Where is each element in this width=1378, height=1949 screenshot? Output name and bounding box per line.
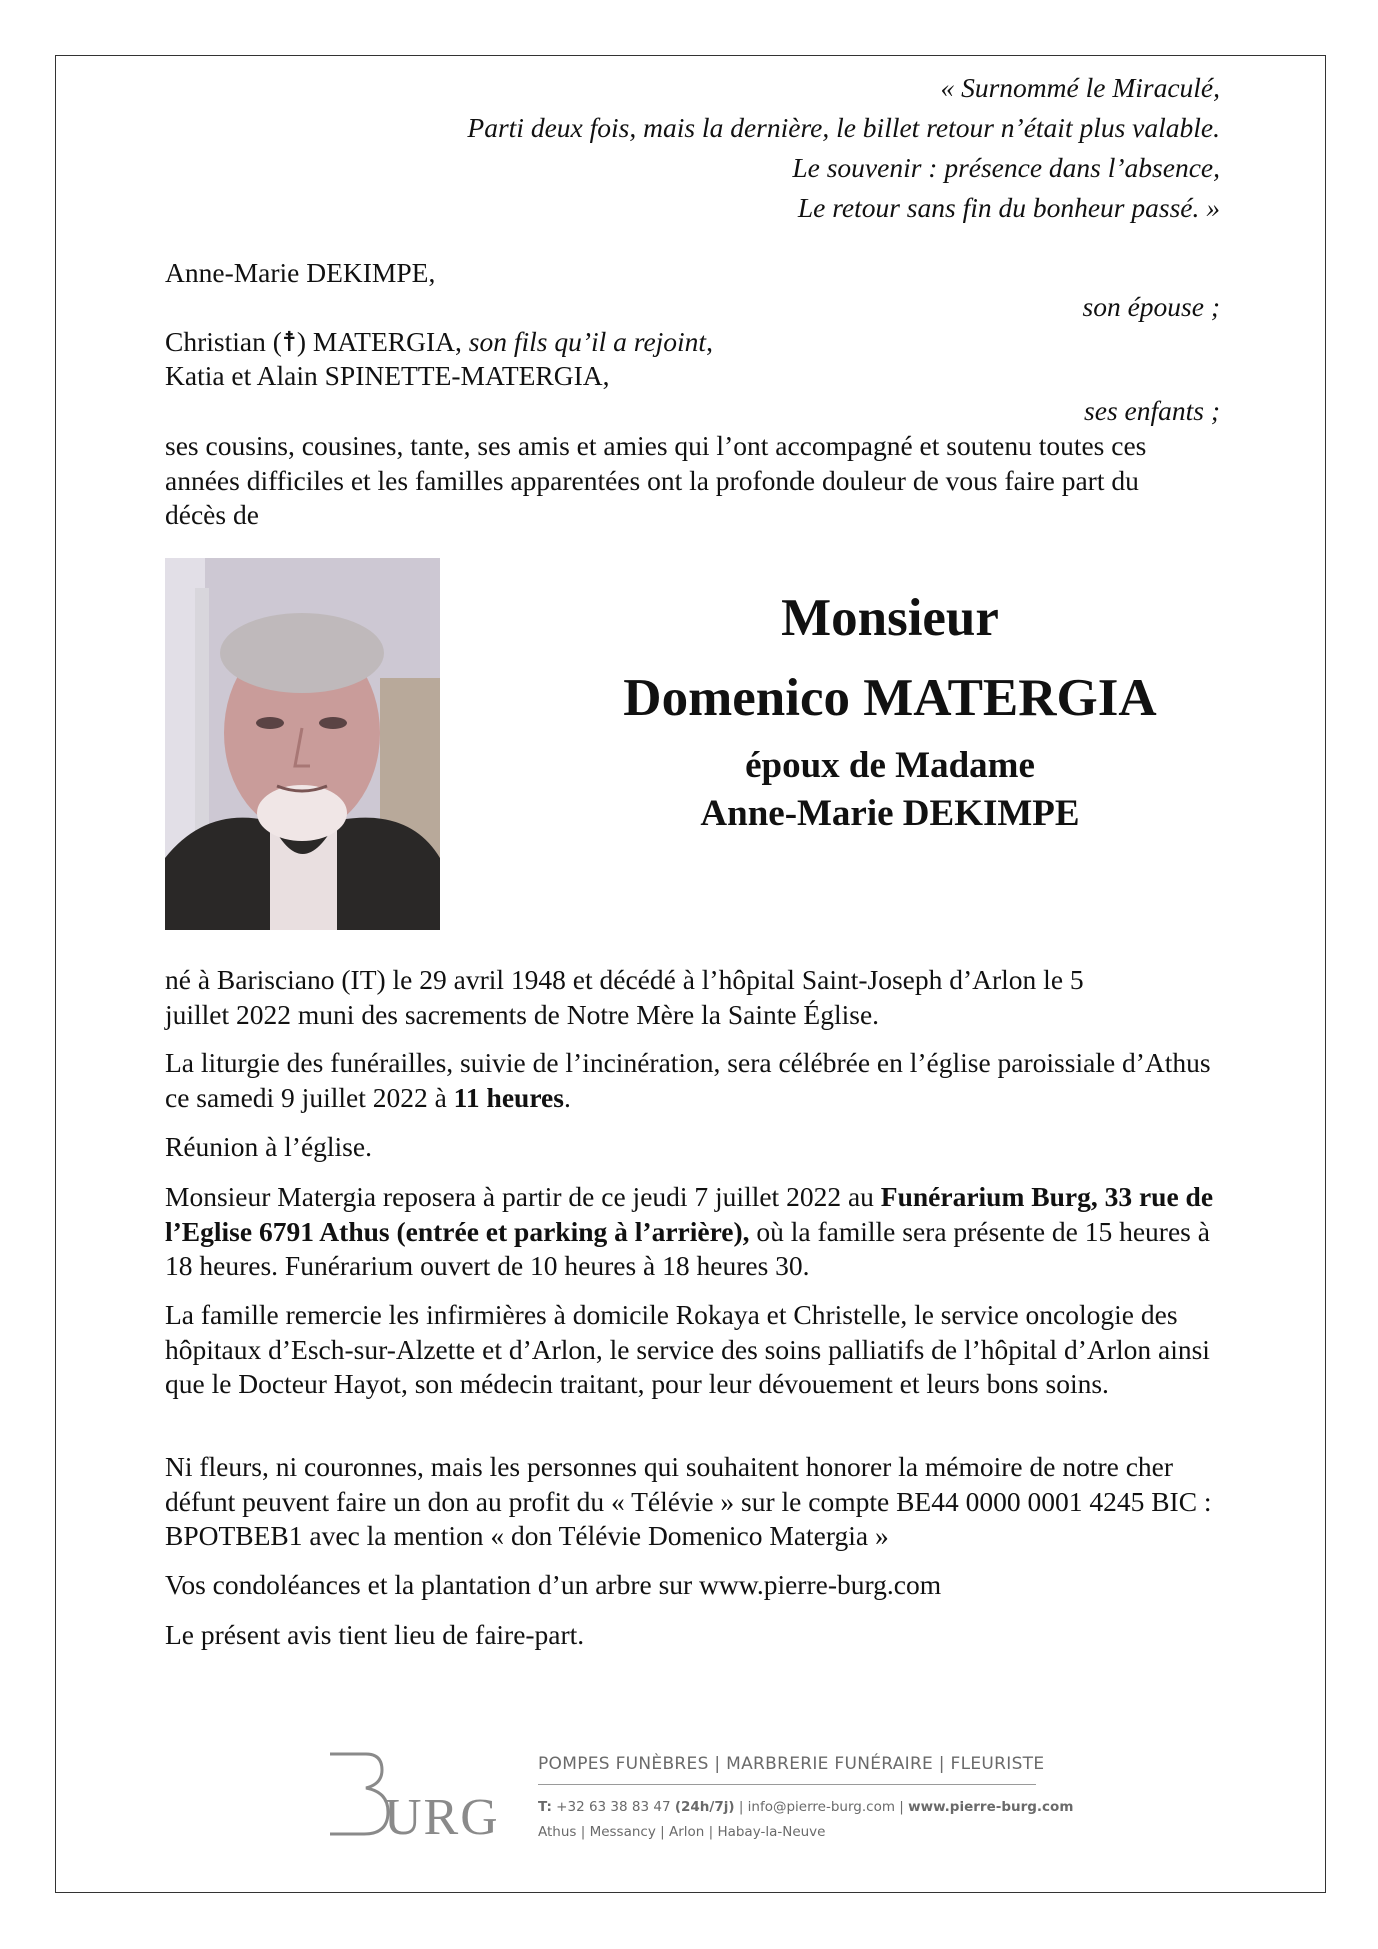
liturgy-post: .	[563, 1081, 571, 1113]
son-line	[165, 325, 713, 359]
footer-contact	[538, 1799, 1073, 1815]
donation-text: Ni fleurs, ni couronnes, mais les personnes qui souhaitent honorer la mémoire de notre cher défunt peuvent faire un don au profit du « Télévie » sur le compte BE44 0000 0001 4245 BIC : BPOTBEB1 avec la mention « don Télévie Domenico Matergia »	[165, 1451, 1212, 1551]
children-names: Katia et Alain SPINETTE-MATERGIA,	[165, 360, 610, 391]
thanks-text: La famille remercie les infirmières à domicile Rokaya et Christelle, le service oncologie des hôpitaux d’Esch-sur-Alzette et d’Arlon, le service des soins palliatifs de l’hôpital d’Arlon ainsi que le Docteur Hayot, son médecin traitant, pour leur dévouement et leurs bons soins.	[165, 1299, 1210, 1399]
spouse-line-1: époux de Madame	[745, 745, 1035, 786]
wife-name: Anne-Marie DEKIMPE,	[165, 257, 436, 288]
deceased-photo	[165, 558, 440, 930]
birth-death-text: né à Barisciano (IT) le 29 avril 1948 et décédé à l’hôpital Saint-Joseph d’Arlon le 5 juillet 2022 muni des sacrements de Notre Mère la Sainte Église.	[165, 964, 1084, 1030]
contact-email: | info@pierre-burg.com |	[734, 1799, 909, 1815]
footer-locations: Athus | Messancy | Arlon | Habay-la-Neuve	[538, 1824, 826, 1840]
burg-logo	[326, 1748, 496, 1840]
funerarium-address: Funérarium Burg, 33 rue de l’Eglise 6791 Athus (entrée et parking à l’arrière),	[165, 1181, 1214, 1247]
svg-text:URG: URG	[384, 1789, 496, 1840]
contact-phone: +32 63 38 83 47	[551, 1799, 675, 1815]
rest-text	[165, 1180, 1223, 1284]
children-relation: ses enfants ;	[1084, 395, 1220, 426]
footer-divider	[538, 1784, 1036, 1785]
contact-website: www.pierre-burg.com	[908, 1799, 1074, 1815]
quote-line: Le retour sans fin du bonheur passé. »	[797, 192, 1220, 223]
spouse-line-2: Anne-Marie DEKIMPE	[700, 793, 1080, 834]
quote-line: Parti deux fois, mais la dernière, le billet retour n’était plus valable.	[467, 112, 1220, 143]
quote-line: Le souvenir : présence dans l’absence,	[792, 152, 1220, 183]
liturgy-time: 11 heures	[453, 1081, 564, 1113]
son-last-name: ) MATERGIA,	[296, 326, 469, 357]
liturgy-text	[165, 1046, 1223, 1115]
contact-hours: (24h/7j)	[674, 1799, 735, 1815]
son-note: son fils qu’il a rejoint	[468, 326, 707, 357]
rest-post: où la famille sera présente de 15 heures à 18 heures. Funérarium ouvert de 10 heures à 18 heures 30.	[165, 1215, 1210, 1281]
deceased-name: Domenico MATERGIA	[623, 669, 1157, 727]
son-comma: ,	[706, 326, 713, 357]
wife-relation: son épouse ;	[1082, 291, 1220, 322]
quote-line: « Surnommé le Miraculé,	[940, 72, 1220, 103]
son-first-name: Christian (	[165, 326, 282, 357]
notice-text: Le présent avis tient lieu de faire-part.	[165, 1619, 585, 1650]
announcement-text: ses cousins, cousines, tante, ses amis et amies qui l’ont accompagné et soutenu toutes ces années difficiles et les familles apparentées ont la profonde douleur de vous faire part du décès de	[165, 430, 1147, 530]
cross-icon: ☨	[281, 326, 297, 358]
contact-label: T:	[538, 1799, 552, 1815]
meeting-text: Réunion à l’église.	[165, 1131, 372, 1162]
rest-pre: Monsieur Matergia reposera à partir de ce jeudi 7 juillet 2022 au	[165, 1181, 881, 1212]
deceased-salutation: Monsieur	[781, 589, 999, 647]
condolences-text: Vos condoléances et la plantation d’un arbre sur www.pierre-burg.com	[165, 1569, 942, 1600]
epigraph-quote	[467, 68, 1220, 228]
liturgy-pre: La liturgie des funérailles, suivie de l’incinération, sera célébrée en l’église paroissiale d’Athus ce samedi 9 juillet 2022 à	[165, 1047, 1211, 1113]
footer-services: POMPES FUNÈBRES | MARBRERIE FUNÉRAIRE | FLEURISTE	[538, 1754, 1045, 1774]
